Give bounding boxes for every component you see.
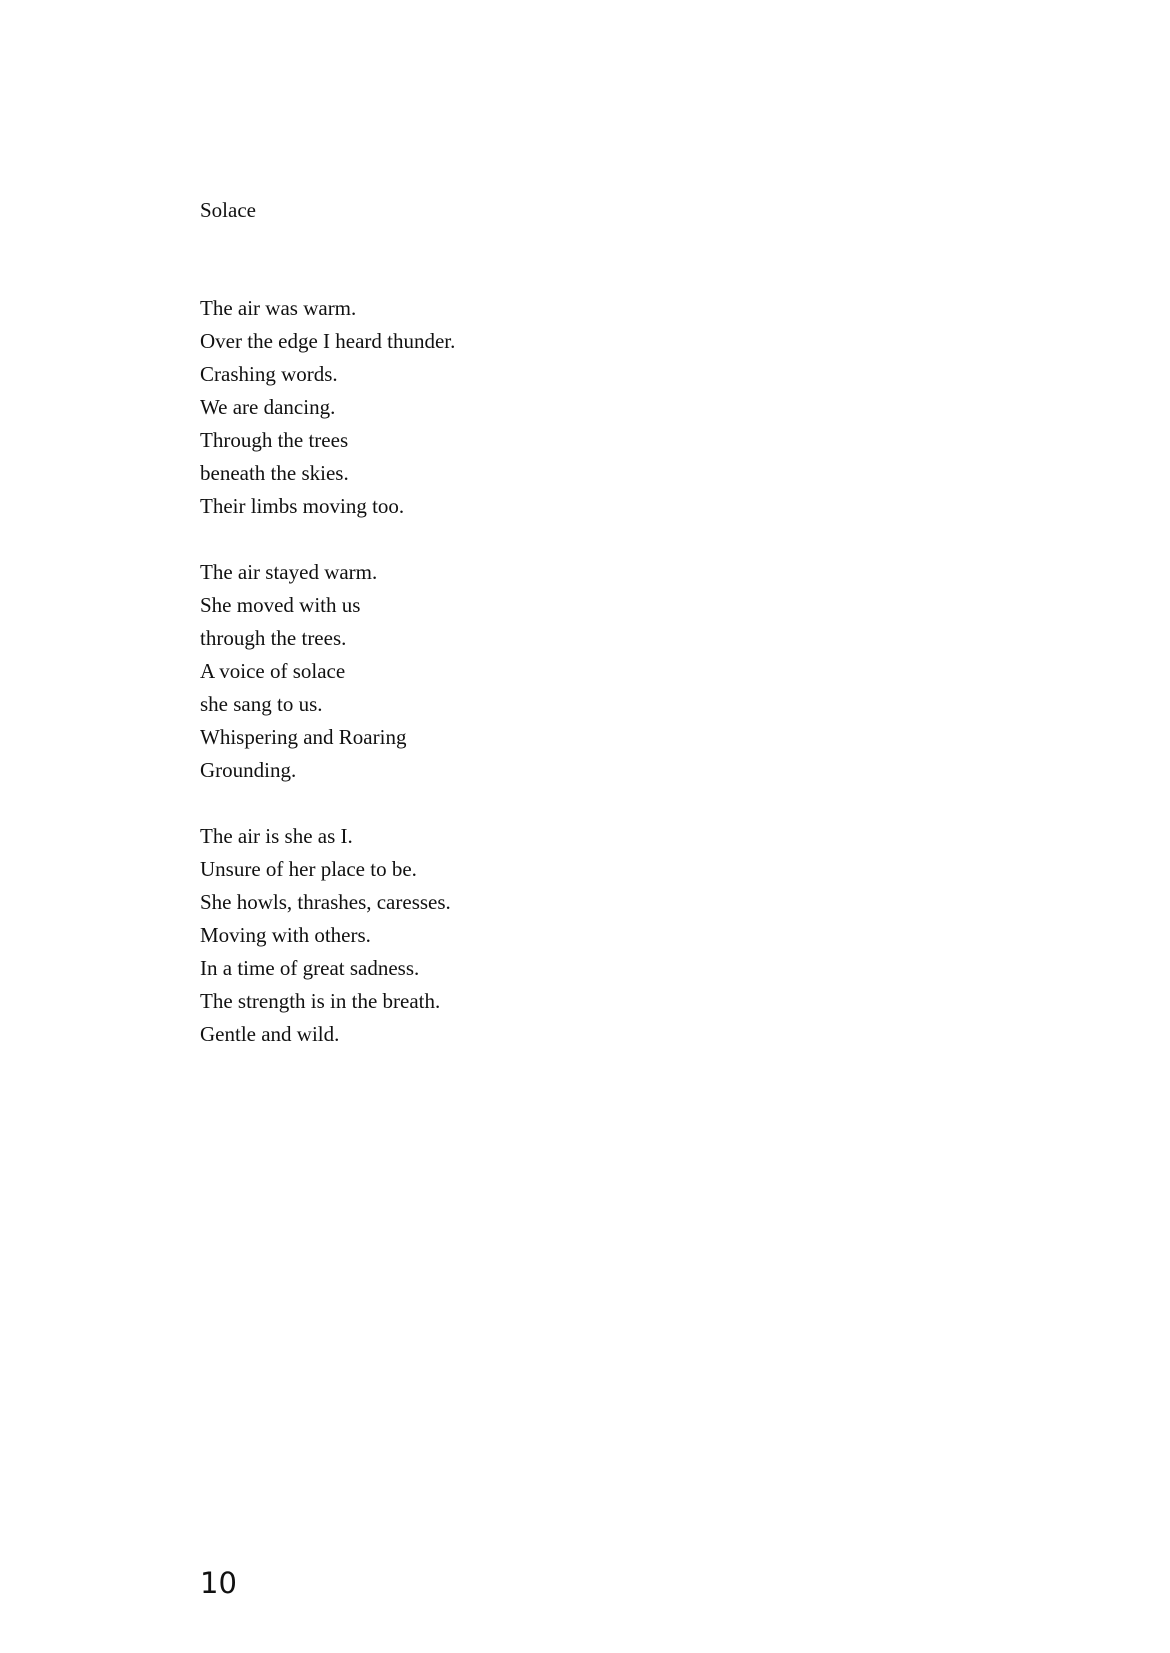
poem-line: Moving with others. — [200, 923, 371, 947]
poem-line: In a time of great sadness. — [200, 956, 420, 980]
poem-line: Gentle and wild. — [200, 1022, 340, 1046]
poem-line: through the trees. — [200, 626, 347, 650]
page-number: 10 — [200, 1566, 237, 1600]
poem-line: We are dancing. — [200, 395, 336, 419]
poem-line: The air is she as I. — [200, 824, 353, 848]
poem-line: The air was warm. — [200, 296, 357, 320]
poem-line: The air stayed warm. — [200, 560, 378, 584]
poem-line: She howls, thrashes, caresses. — [200, 890, 451, 914]
poem-body — [200, 292, 900, 1084]
poem-line: Over the edge I heard thunder. — [200, 329, 456, 353]
poem-line: A voice of solace — [200, 659, 346, 683]
poem-line: beneath the skies. — [200, 461, 349, 485]
stanza-3 — [200, 820, 900, 1051]
poem-line: Whispering and Roaring — [200, 725, 407, 749]
stanza-1 — [200, 292, 900, 523]
stanza-2 — [200, 556, 900, 787]
poem-line: Unsure of her place to be. — [200, 857, 417, 881]
poem-line: she sang to us. — [200, 692, 323, 716]
poem-line: The strength is in the breath. — [200, 989, 441, 1013]
poem-line: Crashing words. — [200, 362, 338, 386]
poem-line: Their limbs moving too. — [200, 494, 405, 518]
poem-title: Solace — [200, 198, 256, 222]
poem-line: Grounding. — [200, 758, 297, 782]
poem-line: She moved with us — [200, 593, 361, 617]
poem-line: Through the trees — [200, 428, 349, 452]
